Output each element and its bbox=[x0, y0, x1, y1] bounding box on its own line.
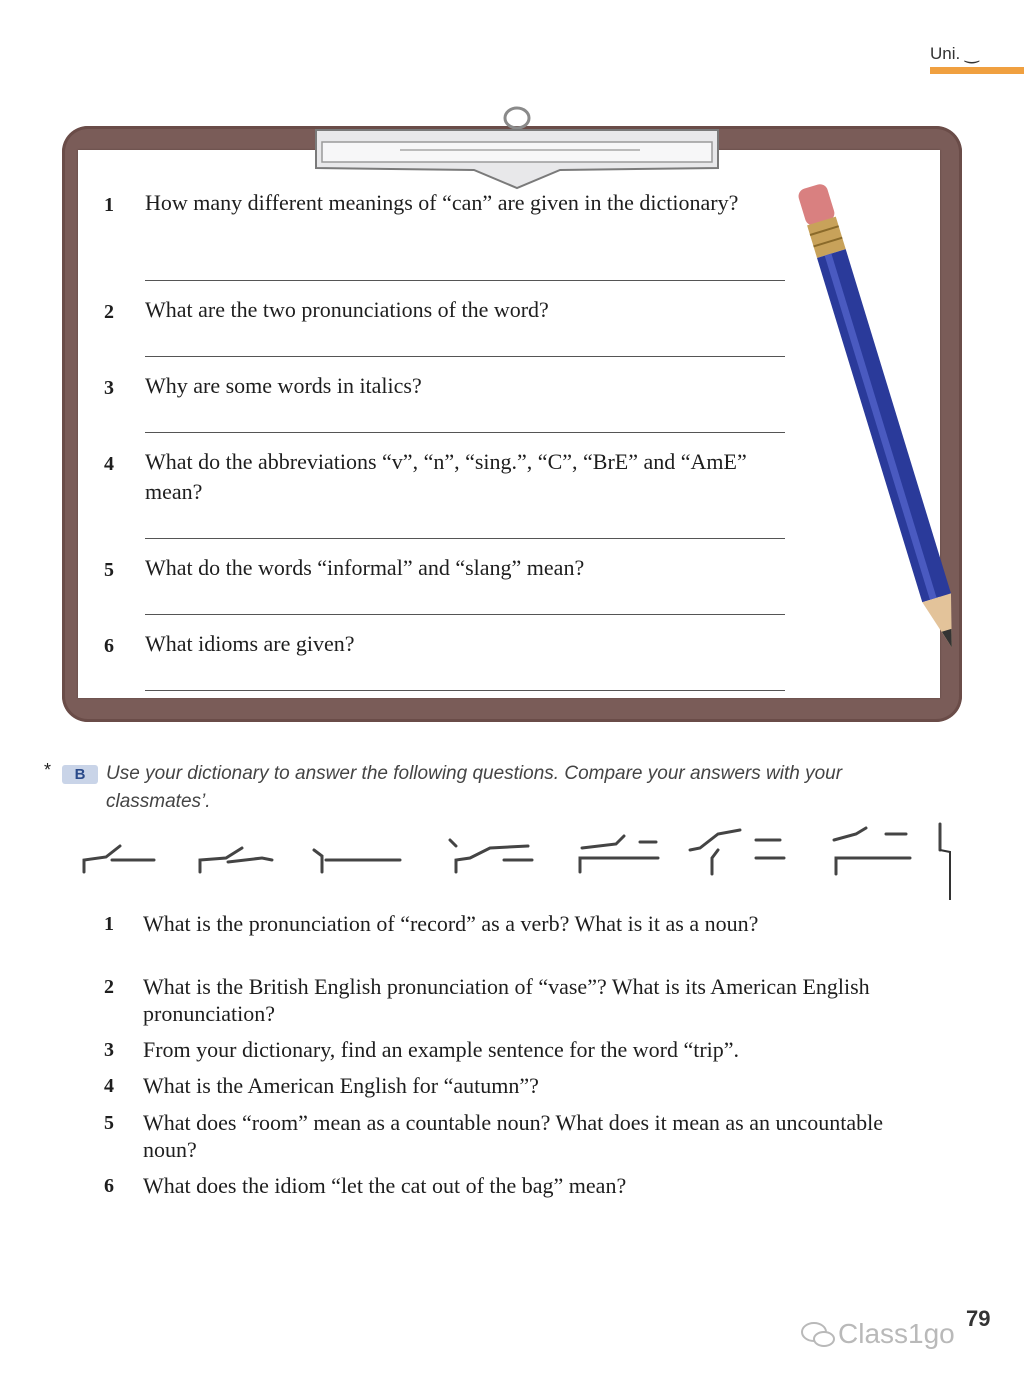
question-number: 1 bbox=[104, 913, 114, 935]
section-b-instruction: Use your dictionary to answer the following questions. Compare your answers with your classmates’. bbox=[106, 763, 843, 812]
question-text: From your dictionary, find an example sentence for the word “trip”. bbox=[143, 1037, 740, 1062]
question-number: 5 bbox=[104, 559, 114, 581]
question-text: What does the idiom “let the cat out of the bag” mean? bbox=[143, 1173, 627, 1198]
question-number: 2 bbox=[104, 976, 114, 998]
question-text: What is the pronunciation of “record” as a verb? What is it as a noun? bbox=[143, 911, 759, 936]
watermark-text: Class1go bbox=[838, 1318, 955, 1349]
question-text: What are the two pronunciations of the word? bbox=[145, 297, 549, 322]
question-number: 6 bbox=[104, 635, 114, 657]
page-number: 79 bbox=[966, 1306, 991, 1331]
question-number: 3 bbox=[104, 1039, 114, 1061]
question-number: 2 bbox=[104, 301, 114, 323]
question-text: What do the words “informal” and “slang” mean? bbox=[145, 555, 585, 580]
star-marker: * bbox=[44, 760, 52, 780]
question-text: What is the American English for “autumn”? bbox=[143, 1073, 539, 1098]
question-text: What is the British English pronunciation of “vase”? What is its American English pronunciation? bbox=[143, 974, 870, 1026]
question-number: 5 bbox=[104, 1112, 114, 1134]
question-number: 4 bbox=[104, 453, 114, 475]
question-text: Why are some words in italics? bbox=[145, 373, 422, 398]
unit-label: Uni. ‿ bbox=[930, 44, 979, 63]
question-number: 4 bbox=[104, 1075, 114, 1097]
question-number: 3 bbox=[104, 377, 114, 399]
section-b-badge: B bbox=[62, 765, 98, 784]
question-number: 6 bbox=[104, 1175, 114, 1197]
question-text: How many different meanings of “can” are given in the dictionary? bbox=[145, 190, 739, 215]
question-text: What idioms are given? bbox=[145, 631, 355, 656]
question-number: 1 bbox=[104, 194, 114, 216]
question-text: What do the abbreviations “v”, “n”, “sing.”, “C”, “BrE” and “AmE” mean? bbox=[145, 449, 747, 504]
wechat-icon bbox=[800, 1320, 836, 1350]
question-text: What does “room” mean as a countable noun? What does it mean as an uncountable noun? bbox=[143, 1110, 883, 1162]
